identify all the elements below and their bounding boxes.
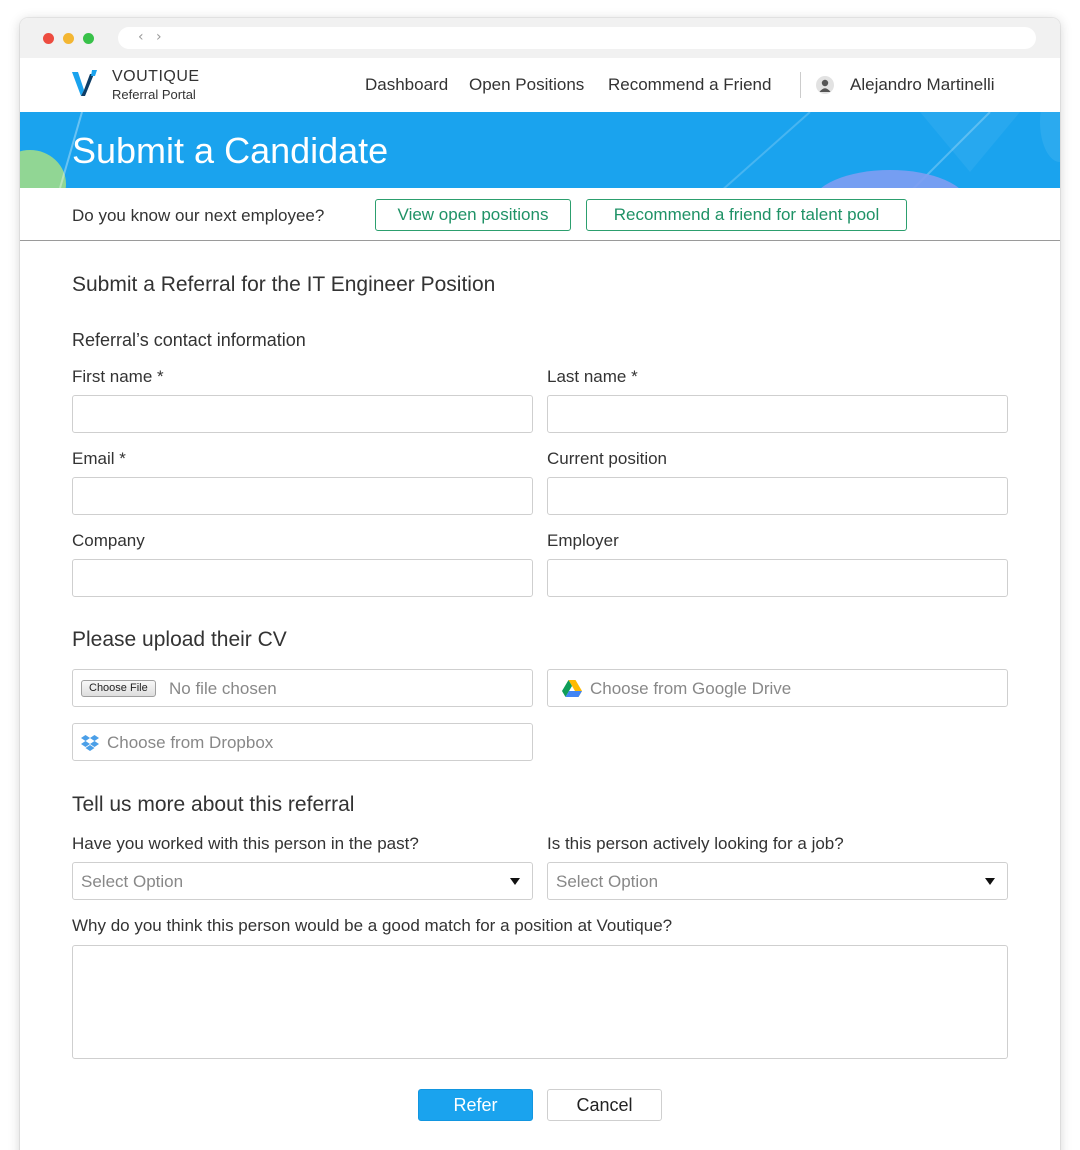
- back-forward-icon[interactable]: ‹ ›: [138, 29, 166, 45]
- email-label: Email *: [72, 449, 126, 468]
- brand-name: VOUTIQUE: [112, 68, 200, 85]
- choose-file-button[interactable]: Choose File: [81, 680, 156, 697]
- dropbox-icon: [81, 735, 99, 751]
- no-file-chosen-text: No file chosen: [169, 679, 277, 698]
- refer-button[interactable]: Refer: [418, 1089, 533, 1121]
- maximize-window-dot[interactable]: [83, 33, 94, 44]
- worked-with-question: Have you worked with this person in the past?: [72, 834, 419, 853]
- good-match-question: Why do you think this person would be a good match for a position at Voutique?: [72, 916, 673, 935]
- looking-for-job-selected-value: Select Option: [556, 872, 659, 891]
- nav-dashboard[interactable]: Dashboard: [365, 75, 449, 94]
- caret-down-icon: [510, 878, 520, 885]
- current-position-input[interactable]: [547, 477, 1008, 515]
- email-input[interactable]: [72, 477, 533, 515]
- nav-open-positions[interactable]: Open Positions: [469, 75, 585, 94]
- form-title: Submit a Referral for the IT Engineer Position: [72, 273, 496, 296]
- company-input[interactable]: [72, 559, 533, 597]
- company-label: Company: [72, 531, 145, 550]
- worked-with-select[interactable]: [72, 862, 533, 900]
- google-drive-label: Choose from Google Drive: [590, 679, 792, 698]
- looking-for-job-select[interactable]: [547, 862, 1008, 900]
- upload-cv-heading: Please upload their CV: [72, 628, 287, 651]
- dropbox-picker[interactable]: [72, 723, 533, 761]
- first-name-label: First name *: [72, 367, 164, 386]
- recommend-talent-pool-button[interactable]: Recommend a friend for talent pool: [586, 199, 907, 231]
- employer-label: Employer: [547, 531, 619, 550]
- close-window-dot[interactable]: [43, 33, 54, 44]
- cv-file-picker[interactable]: [72, 669, 533, 707]
- good-match-textarea[interactable]: [72, 945, 1008, 1059]
- more-about-referral-heading: Tell us more about this referral: [72, 793, 355, 816]
- address-bar[interactable]: [118, 27, 1036, 49]
- cancel-button[interactable]: Cancel: [547, 1089, 662, 1121]
- minimize-window-dot[interactable]: [63, 33, 74, 44]
- dropbox-label: Choose from Dropbox: [107, 733, 274, 752]
- browser-chrome: [20, 18, 1060, 58]
- page-title: Submit a Candidate: [72, 130, 389, 171]
- last-name-label: Last name *: [547, 367, 638, 386]
- google-drive-icon: [562, 680, 582, 697]
- caret-down-icon: [985, 878, 995, 885]
- top-navigation: [20, 58, 1060, 112]
- first-name-input[interactable]: [72, 395, 533, 433]
- employer-input[interactable]: [547, 559, 1008, 597]
- user-name[interactable]: Alejandro Martinelli: [850, 75, 995, 94]
- browser-window: [20, 18, 1060, 1150]
- page-banner: [20, 112, 1060, 188]
- current-position-label: Current position: [547, 449, 668, 468]
- voutique-logo-icon[interactable]: [70, 68, 98, 98]
- last-name-input[interactable]: [547, 395, 1008, 433]
- google-drive-picker[interactable]: [547, 669, 1008, 707]
- contact-info-heading: Referral’s contact information: [72, 330, 306, 350]
- user-avatar-icon[interactable]: [816, 76, 834, 94]
- next-employee-question: Do you know our next employee?: [72, 206, 325, 225]
- looking-for-job-question: Is this person actively looking for a job?: [547, 834, 844, 853]
- referral-subbar: [20, 188, 1060, 241]
- nav-divider: [800, 72, 801, 98]
- nav-recommend-friend[interactable]: Recommend a Friend: [608, 75, 772, 94]
- worked-with-selected-value: Select Option: [81, 872, 184, 891]
- brand-subtitle: Referral Portal: [112, 87, 196, 102]
- view-open-positions-button[interactable]: View open positions: [375, 199, 571, 231]
